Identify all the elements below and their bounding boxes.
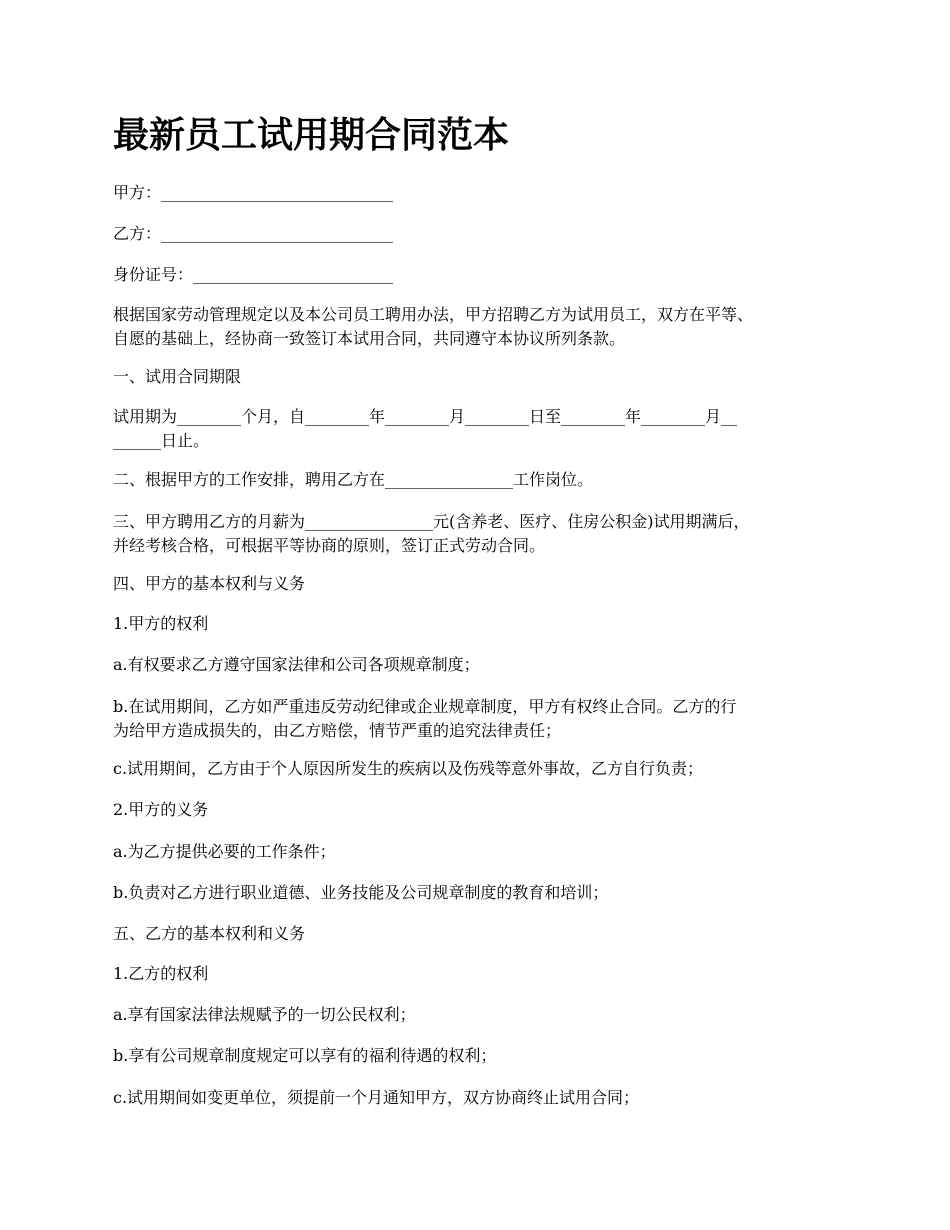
clause-3-paragraph: [113, 510, 843, 558]
text-line: b.享有公司规章制度规定可以享有的福利待遇的权利；: [113, 1046, 497, 1065]
text-line: c.试用期间，乙方由于个人原因所发生的疾病以及伤残等意外事故，乙方自行负责；: [113, 759, 704, 778]
text-line: 试用期为________个月，自________年________月________日至________年________月__: [113, 407, 738, 426]
party-a-duties-heading: [113, 798, 843, 822]
text-line: a.为乙方提供必要的工作条件；: [113, 842, 336, 861]
party-b-right-b: [113, 1044, 843, 1068]
text-line: 四、甲方的基本权利与义务: [113, 574, 306, 593]
party-a-right-a: [113, 653, 843, 677]
text-line: c.试用期间如变更单位，须提前一个月通知甲方，双方协商终止试用合同；: [113, 1088, 640, 1107]
party-a-right-c: [113, 757, 843, 781]
text-line: 并经考核合格，可根据平等协商的原则，签订正式劳动合同。: [113, 536, 546, 555]
clause-2-paragraph: [113, 468, 843, 492]
text-line: 1.甲方的权利: [113, 614, 209, 633]
text-line: b.在试用期间，乙方如严重违反劳动纪律或企业规章制度，甲方有权终止合同。乙方的行: [113, 697, 737, 716]
text-line: 五、乙方的基本权利和义务: [113, 924, 306, 943]
party-a-duty-a: [113, 840, 843, 864]
text-line: 根据国家劳动管理规定以及本公司员工聘用办法，甲方招聘乙方为试用员工，双方在平等、: [113, 305, 754, 324]
section-heading-1: [113, 365, 843, 389]
party-a-field: 甲方：_____________________________: [113, 183, 394, 202]
section-heading-5: [113, 922, 843, 946]
party-b-rights-heading: [113, 962, 843, 986]
party-b-right-a: [113, 1003, 843, 1027]
text-line: b.负责对乙方进行职业道德、业务技能及公司规章制度的教育和培训；: [113, 883, 609, 902]
party-b-field: 乙方：_____________________________: [113, 224, 394, 243]
text-line: 为给甲方造成损失的，由乙方赔偿，情节严重的追究法律责任；: [113, 721, 562, 740]
text-line: 1.乙方的权利: [113, 964, 209, 983]
party-a-rights-heading: [113, 612, 843, 636]
text-line: 三、甲方聘用乙方的月薪为________________元(含养老、医疗、住房公积金)试用期满后，: [113, 512, 750, 531]
text-line: 2.甲方的义务: [113, 800, 209, 819]
section-heading-4: [113, 572, 843, 596]
id-number-field: 身份证号：_________________________: [113, 265, 394, 284]
text-line: a.享有国家法律法规赋予的一切公民权利；: [113, 1005, 416, 1024]
intro-paragraph: [113, 303, 843, 351]
trial-period-paragraph: [113, 405, 843, 453]
text-line: 二、根据甲方的工作安排，聘用乙方在________________工作岗位。: [113, 470, 594, 489]
text-line: 一、试用合同期限: [113, 367, 242, 386]
party-b-right-c: [113, 1086, 843, 1110]
text-line: ______日止。: [113, 431, 210, 450]
text-line: a.有权要求乙方遵守国家法律和公司各项规章制度；: [113, 655, 480, 674]
party-a-duty-b: [113, 881, 843, 905]
party-a-right-b: [113, 695, 843, 743]
text-line: 自愿的基础上，经协商一致签订本试用合同，共同遵守本协议所列条款。: [113, 329, 626, 348]
document-title: 最新员工试用期合同范本: [113, 115, 510, 156]
